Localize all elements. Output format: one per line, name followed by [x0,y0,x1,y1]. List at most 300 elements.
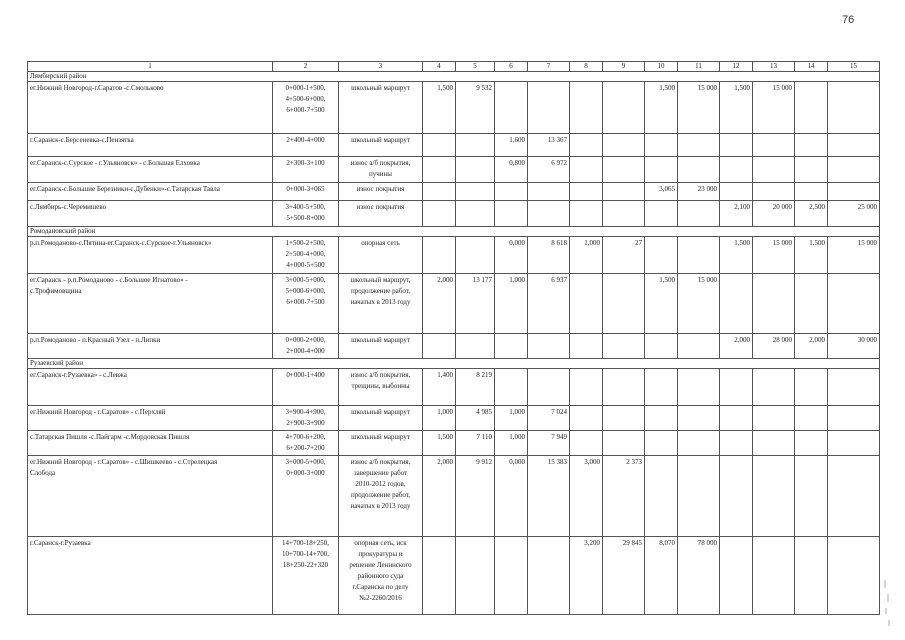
value-cell-text: 2,500 [809,203,825,211]
road-name-cell-text: с.Лямбирь-с.Черемишево [30,203,107,211]
work-type-cell-text: школьный маршрут [351,84,410,92]
value-cell [678,537,720,615]
value-cell [570,201,603,227]
work-type-cell [339,134,423,157]
work-type-cell-text: износ а/б покрытия, пучины [350,159,411,178]
district-row [28,359,880,369]
road-name-cell [28,537,273,615]
road-row [28,334,880,359]
road-row [28,537,880,615]
value-cell-text: 2 373 [626,458,642,466]
road-name-cell [28,134,273,157]
value-cell [795,537,828,615]
value-cell [603,369,645,406]
value-cell [828,157,880,183]
work-type-cell-text: износ покрытия [356,203,405,211]
road-row [28,431,880,456]
column-header-1: 1 [28,62,273,72]
column-header-5: 5 [456,62,495,72]
district-name: Рузаевский район [28,359,880,369]
work-type-cell-text: износ покрытия [356,185,405,193]
value-cell [753,201,795,227]
value-cell [495,334,528,359]
value-cell [456,237,495,274]
km-range-cell [273,157,339,183]
value-cell [795,82,828,134]
value-cell-text: 15 000 [772,239,792,247]
value-cell [645,369,678,406]
km-range-cell [273,274,339,334]
road-name-cell [28,406,273,431]
value-cell [603,134,645,157]
road-name-cell [28,157,273,183]
value-cell-text: 23 000 [697,185,717,193]
column-header-9: 9 [603,62,645,72]
road-name-cell [28,369,273,406]
value-cell [678,456,720,537]
value-cell-text: 6 972 [551,159,567,167]
value-cell [753,431,795,456]
value-cell [795,183,828,201]
work-type-cell [339,406,423,431]
km-range-cell [273,201,339,227]
value-cell-text: 3,200 [584,539,600,547]
road-name-cell [28,201,273,227]
value-cell [456,456,495,537]
km-range-cell [273,431,339,456]
road-name-cell [28,183,273,201]
value-cell [720,134,753,157]
km-range-cell-text: 2+300-3+100 [286,159,325,167]
value-cell [603,406,645,431]
value-cell [795,431,828,456]
value-cell-text: 1,000 [509,408,525,416]
work-type-cell-text: школьный маршрут [351,408,410,416]
value-cell [645,274,678,334]
district-name: Ромодановский район [28,227,880,237]
value-cell-text: 0,000 [509,458,525,466]
road-name-cell-text: ег.Нижний Новгород - г.Саратов» - с.Шишкеево - с.Стрелецкая Слобода [30,458,218,477]
value-cell [528,134,570,157]
value-cell [528,82,570,134]
scan-edge-marks [883,580,899,635]
value-cell-text: 7 024 [551,408,567,416]
page-number: 76 [842,14,855,26]
value-cell-text: 1,500 [437,84,453,92]
value-cell [720,183,753,201]
value-cell [678,201,720,227]
value-cell [645,82,678,134]
work-type-cell-text: опорная сеть [361,239,400,247]
work-type-cell-text: износ а/б покрытия, завершение работ 2010-2012 годов, продолжение работ, начатых в 2013 году [350,458,411,510]
value-cell [828,369,880,406]
column-header-13: 13 [753,62,795,72]
value-cell-text: 25 000 [857,203,877,211]
value-cell-text: 7 949 [551,433,567,441]
value-cell [753,157,795,183]
road-name-cell-text: р.п.Ромоданово - п.Красный Узел - п.Липки [30,336,161,344]
value-cell [678,274,720,334]
column-header-10: 10 [645,62,678,72]
km-range-cell-text: 3+400-5+500, 5+500-8+000 [285,203,326,222]
column-header-3: 3 [339,62,423,72]
value-cell-text: 78 000 [697,539,717,547]
district-row [28,227,880,237]
column-number-header-row [28,62,880,72]
value-cell [828,134,880,157]
value-cell [423,82,456,134]
value-cell [645,406,678,431]
value-cell [795,406,828,431]
road-name-cell-text: ег.Саранск-с.Большие Березники-с.Дубенки»-с.Татарская Тавла [30,185,220,193]
value-cell [528,201,570,227]
value-cell-text: 1,000 [437,408,453,416]
value-cell [528,369,570,406]
work-type-cell-text: опорная сеть, иск прокуратуры и решение Ленинского районного суда г.Саранска по делу №2-2260/2016 [349,539,412,602]
value-cell [720,82,753,134]
road-row [28,369,880,406]
value-cell [423,431,456,456]
road-row [28,274,880,334]
table-body [28,62,880,615]
value-cell [423,274,456,334]
km-range-cell [273,369,339,406]
value-cell-text: 2,000 [734,336,750,344]
value-cell [828,237,880,274]
value-cell [456,406,495,431]
column-header-8: 8 [570,62,603,72]
value-cell-text: 2,000 [809,336,825,344]
value-cell-text: 9 532 [476,84,492,92]
value-cell-text: 1,500 [659,276,675,284]
road-name-cell-text: г.Саранск-г.Рузаевка [30,539,91,547]
km-range-cell [273,237,339,274]
value-cell [603,157,645,183]
value-cell [795,237,828,274]
value-cell [456,134,495,157]
value-cell-text: 30 000 [857,336,877,344]
value-cell [456,334,495,359]
value-cell [753,369,795,406]
value-cell-text: 2,000 [437,458,453,466]
value-cell [753,237,795,274]
value-cell [753,537,795,615]
road-name-cell-text: р.п.Ромоданово-с.Пятина-ег.Саранск-с.Сурское-г.Ульяновск» [30,239,212,247]
work-type-cell [339,537,423,615]
value-cell [528,537,570,615]
road-name-cell-text: ег.Саранск-с.Сурское - г.Ульяновск» - с.Большая Елховка [30,159,200,167]
value-cell [456,274,495,334]
value-cell [570,274,603,334]
value-cell-text: 2,000 [437,276,453,284]
value-cell [495,201,528,227]
road-name-cell-text: ег.Нижний Новгород - г.Саратов» - с.Перхляй [30,408,166,416]
value-cell-text: 27 [635,239,642,247]
km-range-cell-text: 0+000-2+000, 2+000-4+000 [285,336,326,355]
value-cell-text: 15 000 [772,84,792,92]
value-cell [678,369,720,406]
value-cell [570,431,603,456]
value-cell-text: 28 000 [772,336,792,344]
value-cell [753,183,795,201]
value-cell [678,431,720,456]
km-range-cell [273,334,339,359]
value-cell [495,369,528,406]
road-name-cell [28,431,273,456]
value-cell [603,183,645,201]
road-name-cell-text: г.Саранск-с.Берсеневка-с.Пензятка [30,136,134,144]
value-cell-text: 1,000 [584,239,600,247]
value-cell-text: 1,600 [509,136,525,144]
km-range-cell-text: 14+700-18+250, 10+700-14+700, 18+250-22+320 [282,539,329,569]
work-type-cell [339,431,423,456]
column-header-15: 15 [828,62,880,72]
road-repair-table [27,61,880,615]
value-cell [528,237,570,274]
value-cell-text: 6 937 [551,276,567,284]
value-cell [456,537,495,615]
value-cell [528,274,570,334]
value-cell [570,406,603,431]
value-cell [423,157,456,183]
value-cell [603,334,645,359]
value-cell-text: 13 177 [472,276,492,284]
value-cell [828,201,880,227]
value-cell [423,456,456,537]
value-cell-text: 29 845 [622,539,642,547]
value-cell [828,537,880,615]
value-cell-text: 1,000 [509,433,525,441]
value-cell [678,334,720,359]
column-header-11: 11 [678,62,720,72]
value-cell-text: 8 618 [551,239,567,247]
value-cell-text: 7 110 [476,433,492,441]
value-cell-text: 0,800 [509,159,525,167]
value-cell [678,82,720,134]
value-cell [753,334,795,359]
value-cell [678,406,720,431]
value-cell-text: 0,000 [509,239,525,247]
value-cell [603,431,645,456]
value-cell [720,334,753,359]
value-cell [753,82,795,134]
value-cell [495,183,528,201]
road-row [28,201,880,227]
value-cell [795,369,828,406]
km-range-cell [273,456,339,537]
value-cell [795,274,828,334]
value-cell-text: 4 985 [476,408,492,416]
value-cell [456,201,495,227]
value-cell-text: 15 000 [697,276,717,284]
work-type-cell [339,274,423,334]
value-cell [423,237,456,274]
district-name: Лямбирский район [28,72,880,82]
value-cell [678,237,720,274]
value-cell [570,369,603,406]
road-name-cell [28,82,273,134]
value-cell [603,237,645,274]
work-type-cell-text: школьный маршрут [351,136,410,144]
value-cell-text: 3,065 [659,185,675,193]
road-name-cell-text: ег.Саранск-г.Рузаевка» - с.Левжа [30,371,127,379]
value-cell [495,82,528,134]
road-row [28,82,880,134]
km-range-cell [273,183,339,201]
km-range-cell-text: 2+400-4+000 [286,136,325,144]
value-cell [495,157,528,183]
km-range-cell-text: 0+000-3+065 [286,185,325,193]
value-cell [423,183,456,201]
value-cell [753,134,795,157]
value-cell [645,201,678,227]
work-type-cell-text: школьный маршрут [351,336,410,344]
work-type-cell [339,201,423,227]
value-cell [456,82,495,134]
road-name-cell [28,237,273,274]
value-cell [720,274,753,334]
value-cell-text: 8 219 [476,371,492,379]
work-type-cell [339,369,423,406]
value-cell [828,183,880,201]
value-cell [570,537,603,615]
column-header-14: 14 [795,62,828,72]
column-header-7: 7 [528,62,570,72]
work-type-cell [339,456,423,537]
value-cell-text: 15 000 [857,239,877,247]
value-cell [495,537,528,615]
column-header-4: 4 [423,62,456,72]
value-cell [603,274,645,334]
work-type-cell [339,157,423,183]
value-cell [495,237,528,274]
km-range-cell [273,82,339,134]
value-cell [423,406,456,431]
value-cell [603,82,645,134]
value-cell [645,157,678,183]
value-cell [720,537,753,615]
value-cell [603,537,645,615]
road-name-cell [28,456,273,537]
value-cell-text: 8,070 [659,539,675,547]
value-cell [753,406,795,431]
value-cell [828,274,880,334]
value-cell [528,406,570,431]
value-cell-text: 1,500 [734,239,750,247]
value-cell [528,456,570,537]
work-type-cell [339,237,423,274]
value-cell [570,237,603,274]
value-cell-text: 1,000 [509,276,525,284]
value-cell [570,82,603,134]
value-cell [720,369,753,406]
value-cell [423,537,456,615]
road-name-cell-text: ег.Саранск - р.п.Ромоданово - с.Большое Игнатово» - с.Трофимовщина [30,276,188,295]
value-cell [456,431,495,456]
value-cell [828,82,880,134]
value-cell-text: 20 000 [772,203,792,211]
value-cell [570,134,603,157]
district-row [28,72,880,82]
column-header-12: 12 [720,62,753,72]
value-cell [645,537,678,615]
value-cell [678,157,720,183]
value-cell [528,183,570,201]
value-cell [495,274,528,334]
value-cell-text: 1,500 [659,84,675,92]
value-cell [570,183,603,201]
column-header-2: 2 [273,62,339,72]
value-cell [720,201,753,227]
value-cell [570,157,603,183]
km-range-cell-text: 3+900-4+900, 2+900-3+900 [285,408,326,427]
value-cell [495,406,528,431]
value-cell [720,237,753,274]
value-cell [456,157,495,183]
value-cell [495,456,528,537]
road-name-cell-text: ег.Нижний Новгород-г.Саратов -с.Смольково [30,84,164,92]
value-cell [828,431,880,456]
road-row [28,237,880,274]
road-row [28,183,880,201]
value-cell [603,201,645,227]
road-row [28,406,880,431]
km-range-cell [273,406,339,431]
road-name-cell [28,334,273,359]
value-cell [645,134,678,157]
value-cell [645,456,678,537]
value-cell [720,406,753,431]
value-cell-text: 1,400 [437,371,453,379]
column-header-6: 6 [495,62,528,72]
value-cell [528,157,570,183]
road-row [28,134,880,157]
road-row [28,157,880,183]
value-cell-text: 1,500 [437,433,453,441]
value-cell-text: 1,500 [734,84,750,92]
value-cell [456,369,495,406]
value-cell [753,274,795,334]
value-cell [423,134,456,157]
km-range-cell [273,134,339,157]
value-cell-text: 15 000 [697,84,717,92]
value-cell [603,456,645,537]
km-range-cell-text: 0+000-1+400 [286,371,325,379]
value-cell [678,134,720,157]
value-cell [456,183,495,201]
work-type-cell [339,334,423,359]
value-cell [570,334,603,359]
value-cell [795,201,828,227]
value-cell [720,456,753,537]
work-type-cell [339,82,423,134]
value-cell [795,134,828,157]
value-cell [678,183,720,201]
km-range-cell-text: 1+500-2+500, 2+500-4+000, 4+000-5+500 [285,239,326,269]
work-type-cell [339,183,423,201]
work-type-cell-text: износ а/б покрытия, трещины, выбоины [350,371,411,390]
value-cell-text: 2,100 [734,203,750,211]
road-name-cell-text: с.Татарская Пишля -с.Пайгарм -с.Мордовская Пишля [30,433,190,441]
value-cell [828,406,880,431]
value-cell-text: 15 383 [547,458,567,466]
value-cell-text: 9 912 [476,458,492,466]
value-cell [795,456,828,537]
value-cell-text: 3,000 [584,458,600,466]
value-cell [753,456,795,537]
value-cell [795,334,828,359]
km-range-cell-text: 4+700-6+200, 6+200-7+200 [285,433,326,452]
